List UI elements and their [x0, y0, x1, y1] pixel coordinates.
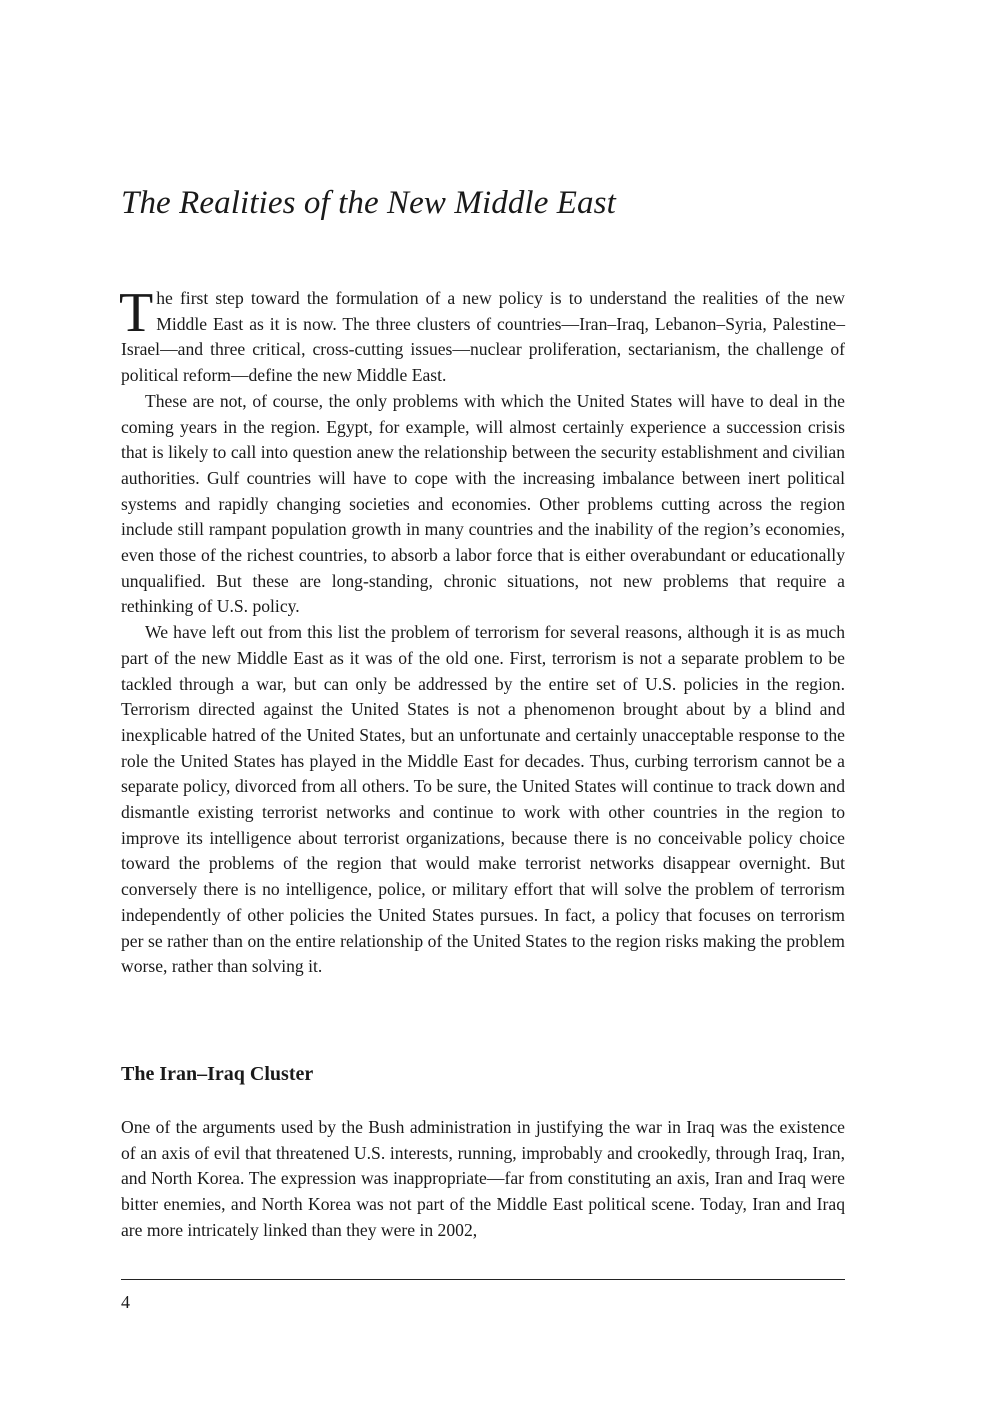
chapter-title: The Realities of the New Middle East [121, 185, 616, 221]
paragraph: One of the arguments used by the Bush administration in justifying the war in Iraq was the existence of an axis of evil that threatened U.S. interests, running, improbably and crookedly, through Iraq, Iran, and North Korea. The expression was inappropriate—far from constituting an axis, Iran and Iraq were bitter enemies, and North Korea was not part of the Middle East political scene. Today, Iran and Iraq are more intricately linked than they were in 2002, [121, 1117, 845, 1240]
paragraph [119, 282, 845, 389]
drop-cap: T [119, 282, 154, 344]
footer-rule [121, 1279, 845, 1280]
paragraph-text: he first step toward the formulation of a new policy is to understand the realities of the new Middle East as it is now. The three clusters of countries—Iran–Iraq, Lebanon–Syria, Palestine–Israel—and three critical, cross-cutting issues—nuclear proliferation, sectarianism, the challenge of political reform—define the new Middle East. [121, 288, 845, 386]
section-text-block [121, 1115, 845, 1244]
paragraph: We have left out from this list the problem of terrorism for several reasons, although it is as much part of the new Middle East as it was of the old one. First, terrorism is not a separate problem to be tackled through a war, but can only be addressed by the entire set of U.S. policies in the region. Terrorism directed against the United States is not a phenomenon brought about by a blind and inexplicable hatred of the United States, but an unfortunate and certainly unacceptable response to the role the United States has played in the Middle East for decades. Thus, curbing terrorism cannot be a separate policy, divorced from all others. To be sure, the United States will continue to track down and dismantle existing terrorist networks and continue to work with other countries in the region to improve its intelligence about terrorist organizations, because there is no conceivable policy choice toward the problems of the region that would make terrorist networks disappear overnight. But conversely there is no intelligence, police, or military effort that will solve the problem of terrorism independently of other policies the United States pursues. In fact, a policy that focuses on terrorism per se rather than on the entire relationship of the United States to the region risks making the problem worse, rather than solving it. [121, 622, 845, 977]
page-number: 4 [121, 1292, 130, 1312]
intro-text-block [119, 282, 845, 980]
paragraph: These are not, of course, the only problems with which the United States will have to deal in the coming years in the region. Egypt, for example, will almost certainly experience a succession crisis that is likely to call into question anew the relationship between the security establishment and civilian authorities. Gulf countries will have to cope with the increasing imbalance between inert political systems and rapidly changing societies and economies. Other problems cutting across the region include still rampant population growth in many countries and the inability of the region’s economies, even those of the richest countries, to absorb a labor force that is either overabundant or educationally unqualified. But these are long-standing, chronic situations, not new problems that require a rethinking of U.S. policy. [121, 390, 845, 617]
section-heading: The Iran–Iraq Cluster [121, 1063, 314, 1085]
